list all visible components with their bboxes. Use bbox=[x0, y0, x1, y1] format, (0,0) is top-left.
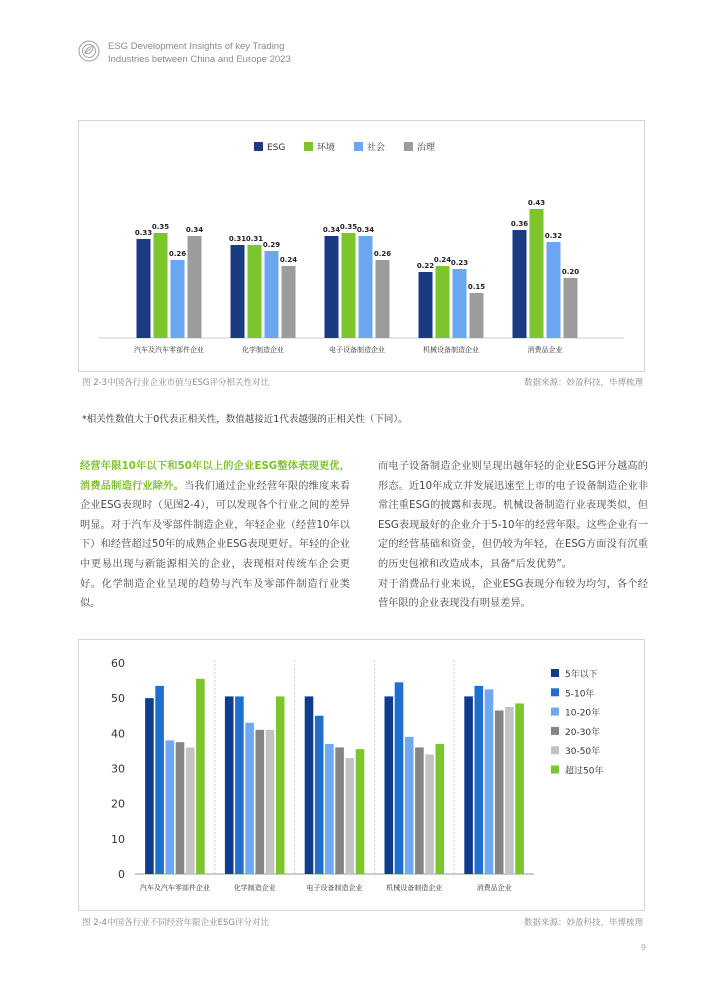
bar-1-3 bbox=[282, 266, 296, 338]
bar-3-3 bbox=[415, 747, 424, 874]
legend-swatch-3 bbox=[551, 727, 559, 735]
bar-2-0 bbox=[325, 236, 339, 338]
bar-2-3 bbox=[335, 747, 344, 874]
data-label-3-0: 0.22 bbox=[416, 262, 435, 270]
data-label-3-3: 0.15 bbox=[467, 283, 486, 291]
bar-4-3 bbox=[495, 710, 504, 874]
bar-2-0 bbox=[305, 696, 314, 874]
bar-4-4 bbox=[505, 707, 514, 874]
bar-2-5 bbox=[356, 749, 365, 874]
bar-1-2 bbox=[245, 723, 254, 874]
bar-1-0 bbox=[225, 696, 234, 874]
y-tick-0: 0 bbox=[118, 868, 125, 881]
legend-swatch-1 bbox=[304, 142, 313, 151]
y-tick-1: 10 bbox=[111, 832, 125, 846]
bar-1-2 bbox=[265, 251, 279, 338]
left-column bbox=[80, 457, 350, 614]
data-label-2-1: 0.35 bbox=[339, 223, 358, 231]
bar-4-3 bbox=[564, 278, 578, 338]
category-label-4: 消费品企业 bbox=[476, 884, 512, 892]
bar-0-2 bbox=[166, 740, 175, 874]
category-label-1: 化学制造企业 bbox=[233, 884, 276, 892]
bar-0-1 bbox=[155, 686, 164, 874]
legend-swatch-4 bbox=[551, 746, 559, 754]
bar-1-1 bbox=[248, 245, 262, 338]
page-number: 9 bbox=[641, 943, 647, 952]
bar-0-3 bbox=[188, 236, 202, 338]
legend-swatch-5 bbox=[551, 766, 559, 774]
legend-swatch-2 bbox=[354, 142, 363, 151]
data-label-4-3: 0.20 bbox=[561, 268, 580, 276]
bar-1-3 bbox=[256, 730, 265, 874]
legend-label-5: 超过50年 bbox=[565, 766, 604, 777]
bar-1-0 bbox=[231, 245, 245, 338]
data-label-3-2: 0.23 bbox=[450, 259, 469, 267]
y-tick-4: 40 bbox=[111, 727, 125, 741]
legend-swatch-1 bbox=[551, 688, 559, 696]
legend-label-0: ESG bbox=[267, 143, 286, 153]
bar-0-1 bbox=[154, 233, 168, 338]
bar-3-1 bbox=[395, 682, 404, 874]
header-line-1: ESG Development Insights of key Trading bbox=[108, 41, 285, 52]
operating-years-chart-svg bbox=[79, 640, 644, 910]
right-column-paragraph-1: 而电子设备制造企业则呈现出越年轻的企业ESG评分越高的形态。近10年成立并发展迅速至上市的电子设备制造企业非常注重ESG的披露和表现。机械设备制造行业表现类似，但ESG表现最好的企业介于5-10年的经营年限。这些企业有一定的经营基础和资金，但仍较为年轻，在ESG方面没有沉重的历史包袱和改造成本，具备“后发优势”。 bbox=[378, 461, 648, 570]
bar-1-1 bbox=[235, 696, 244, 874]
bar-3-5 bbox=[436, 744, 445, 874]
data-label-3-1: 0.24 bbox=[433, 256, 452, 264]
bar-4-2 bbox=[547, 242, 561, 338]
legend-label-2: 社会 bbox=[367, 143, 386, 153]
right-column-paragraph-2: 对于消费品行业来说，企业ESG表现分布较为均匀，各个经营年限的企业表现没有明显差异。 bbox=[378, 578, 648, 610]
bar-3-1 bbox=[436, 266, 450, 338]
bar-4-0 bbox=[464, 696, 473, 874]
bar-3-2 bbox=[453, 269, 467, 338]
globe-leaf-icon bbox=[78, 40, 100, 62]
chart2-source: 数据来源：妙盈科技，毕博梳理 bbox=[523, 918, 643, 928]
legend-label-3: 20-30年 bbox=[565, 727, 601, 738]
data-label-4-0: 0.36 bbox=[510, 220, 529, 228]
chart2-caption: 图 2-4中国各行业不同经营年限企业ESG评分对比 bbox=[82, 918, 269, 928]
legend-swatch-0 bbox=[254, 142, 263, 151]
bar-0-0 bbox=[137, 239, 151, 338]
category-label-2: 电子设备制造企业 bbox=[329, 346, 385, 354]
data-label-2-3: 0.26 bbox=[373, 250, 392, 258]
bar-1-5 bbox=[276, 696, 285, 874]
legend-swatch-0 bbox=[551, 669, 559, 677]
bar-4-0 bbox=[513, 230, 527, 338]
legend-label-4: 30-50年 bbox=[565, 747, 601, 758]
page-header bbox=[78, 40, 478, 70]
bar-4-5 bbox=[515, 703, 524, 874]
data-label-1-0: 0.31 bbox=[228, 235, 247, 243]
legend-swatch-2 bbox=[551, 708, 559, 716]
data-label-0-3: 0.34 bbox=[185, 226, 204, 234]
data-label-1-2: 0.29 bbox=[262, 241, 281, 249]
bar-3-3 bbox=[470, 293, 484, 338]
category-label-4: 消费品企业 bbox=[527, 346, 563, 354]
bar-4-2 bbox=[485, 689, 494, 874]
data-label-0-0: 0.33 bbox=[134, 229, 153, 237]
operating-years-bar-chart bbox=[78, 639, 645, 911]
right-column bbox=[378, 457, 648, 614]
bar-0-5 bbox=[196, 679, 205, 874]
bar-2-2 bbox=[359, 236, 373, 338]
bar-0-0 bbox=[145, 698, 154, 874]
bar-2-1 bbox=[315, 716, 324, 874]
left-column-highlight: 经营年限10年以下和50年以上的企业ESG整体表现更优，消费品制造行业除外。 bbox=[80, 461, 350, 492]
bar-3-0 bbox=[385, 696, 394, 874]
correlation-chart-svg bbox=[79, 121, 644, 371]
bar-0-2 bbox=[171, 260, 185, 338]
bar-1-4 bbox=[266, 730, 275, 874]
chart1-caption: 图 2-3中国各行业企业市值与ESG评分相关性对比 bbox=[82, 378, 269, 388]
bar-2-1 bbox=[342, 233, 356, 338]
legend-label-3: 治理 bbox=[417, 143, 436, 153]
correlation-note: *相关性数值大于0代表正相关性，数值越接近1代表越强的正相关性（下同）。 bbox=[82, 414, 408, 425]
bar-2-3 bbox=[376, 260, 390, 338]
y-tick-2: 20 bbox=[111, 797, 125, 811]
category-label-0: 汽车及汽车零部件企业 bbox=[139, 884, 210, 892]
header-title bbox=[108, 40, 291, 66]
category-label-1: 化学制造企业 bbox=[242, 346, 284, 354]
chart1-source: 数据来源：妙盈科技，毕博梳理 bbox=[523, 378, 643, 388]
bar-2-4 bbox=[346, 758, 355, 874]
y-tick-3: 30 bbox=[111, 762, 125, 776]
bar-3-0 bbox=[419, 272, 433, 338]
bar-3-2 bbox=[405, 737, 414, 874]
left-column-text: 当我们通过企业经营年限的维度来看企业ESG表现时（见图2-4），可以发现各个行业之间的差异明显。对于汽车及零部件制造企业，年轻企业（经营10年以下）和经营超过50年的成熟企业ESG表现更好。年轻的企业中更易出现与新能源相关的企业，表现相对传统车企会更好。化学制造企业呈现的趋势与汽车及零部件制造行业类似。 bbox=[80, 480, 351, 610]
data-label-0-2: 0.26 bbox=[168, 250, 187, 258]
legend-label-1: 5-10年 bbox=[565, 689, 595, 700]
bar-0-3 bbox=[176, 742, 185, 874]
correlation-bar-chart bbox=[78, 120, 645, 372]
header-line-2: Industries between China and Europe 2023 bbox=[108, 54, 291, 65]
category-label-2: 电子设备制造企业 bbox=[306, 884, 363, 892]
category-label-0: 汽车及汽车零部件企业 bbox=[134, 346, 204, 354]
data-label-4-2: 0.32 bbox=[544, 232, 563, 240]
bar-4-1 bbox=[530, 209, 544, 338]
y-tick-6: 60 bbox=[111, 657, 125, 670]
y-tick-5: 50 bbox=[111, 692, 125, 706]
data-label-1-1: 0.31 bbox=[245, 235, 264, 243]
category-label-3: 机械设备制造企业 bbox=[386, 884, 443, 892]
legend-label-0: 5年以下 bbox=[565, 670, 598, 680]
data-label-2-2: 0.34 bbox=[356, 226, 375, 234]
bar-0-4 bbox=[186, 747, 195, 874]
data-label-0-1: 0.35 bbox=[151, 223, 170, 231]
bar-4-1 bbox=[475, 686, 484, 874]
bar-2-2 bbox=[325, 744, 334, 874]
bar-3-4 bbox=[425, 754, 434, 874]
category-label-3: 机械设备制造企业 bbox=[423, 346, 479, 354]
data-label-2-0: 0.34 bbox=[322, 226, 341, 234]
data-label-1-3: 0.24 bbox=[279, 256, 298, 264]
legend-label-2: 10-20年 bbox=[565, 708, 601, 719]
legend-label-1: 环境 bbox=[317, 143, 336, 153]
legend-swatch-3 bbox=[404, 142, 413, 151]
data-label-4-1: 0.43 bbox=[527, 199, 546, 207]
